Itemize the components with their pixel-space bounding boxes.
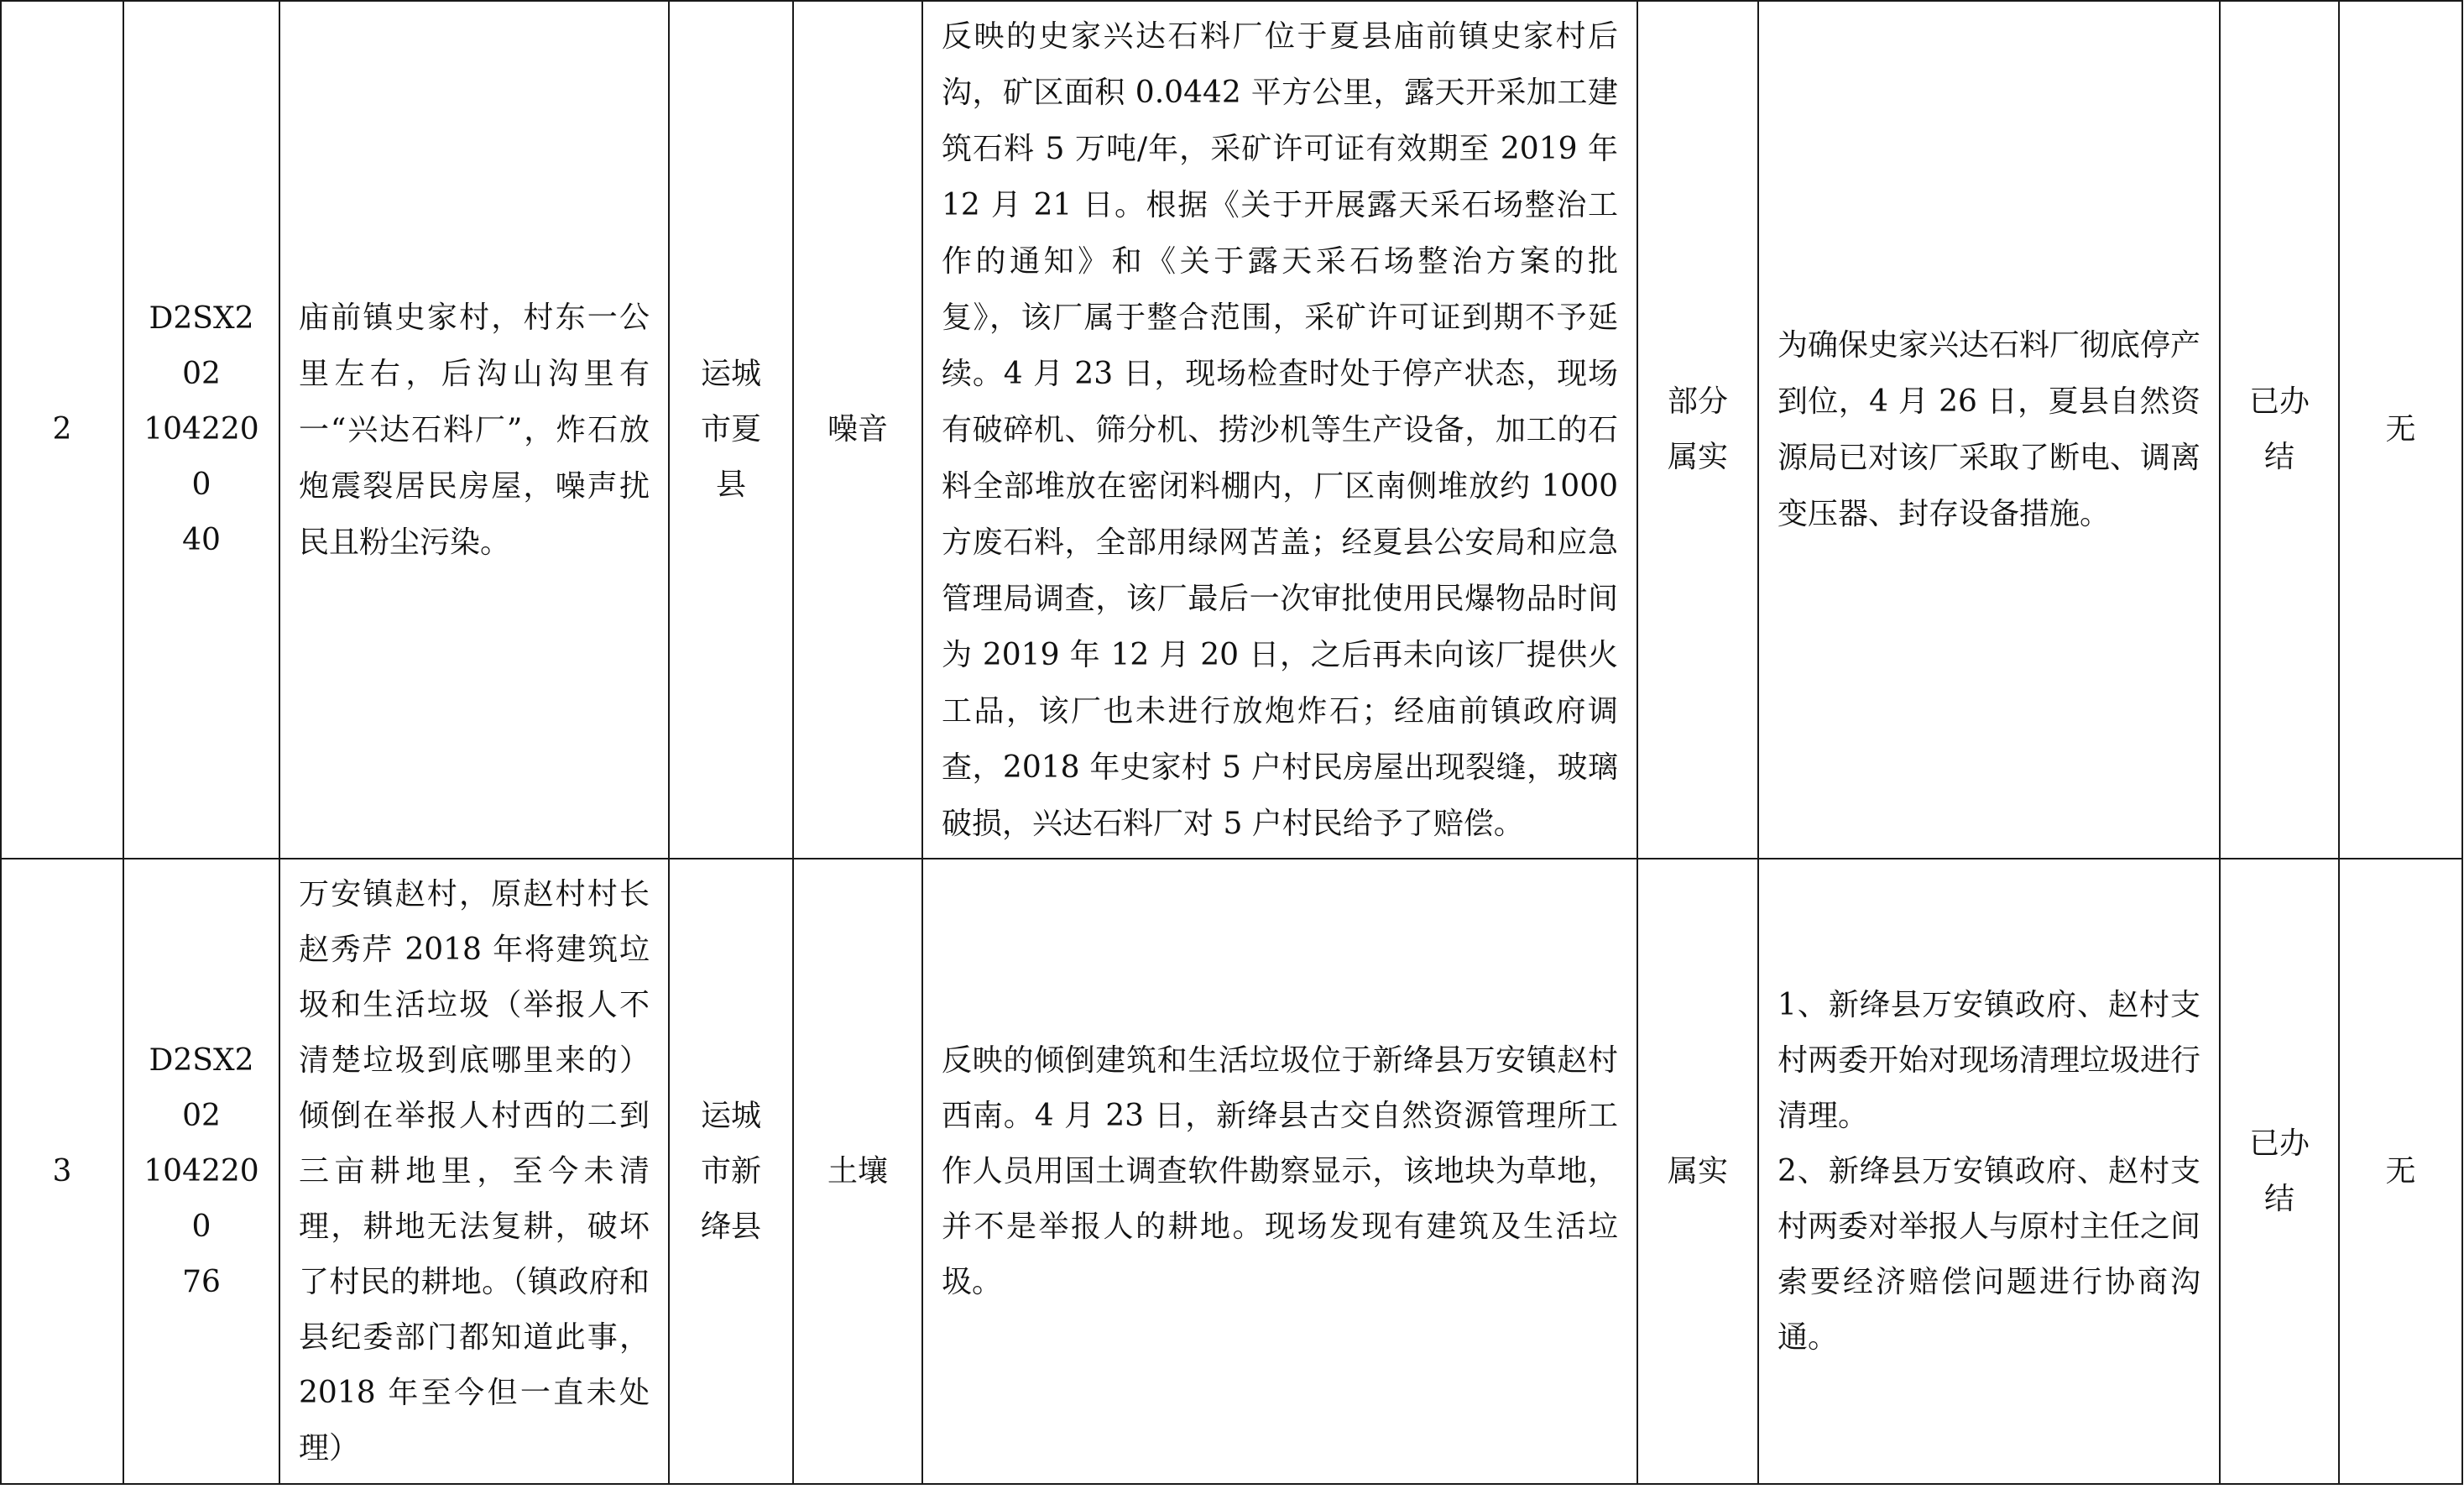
handling-line: 为确保史家兴达石料厂彻底停产到位，4 月 26 日，夏县自然资源局已对该厂采取了断电、调离变压器、封存设备措施。 (1778, 328, 2201, 531)
verdict-line: 属实 (1667, 1153, 1728, 1189)
table-row (1, 1, 2462, 859)
handling-status (2220, 859, 2339, 1484)
verdict-line: 部分 (1667, 384, 1728, 419)
investigation-result: 反映的史家兴达石料厂位于夏县庙前镇史家村后沟，矿区面积 0.0442 平方公里，露天开采加工建筑石料 5 万吨/年，采矿许可证有效期至 2019 年 12 月 21 日。根据《关于开展露天采石场整治工作的通知》和《关于露天采石场整治方案的批复》，该厂属于整合范围，采矿许可证到期不予延续。4 月 23 日，现场检查时处于停产状态，现场有破碎机、筛分机、捞沙机等生产设备，加工的石料全部堆放在密闭料棚内，厂区南侧堆放约 1000 方废石料，全部用绿网苫盖；经夏县公安局和应急管理局调查，该厂最后一次审批使用民爆物品时间为 2019 年 12 月 20 日，之后再未向该厂提供火工品，该厂也未进行放炮炸石；经庙前镇政府调查，2018 年史家村 5 户村民房屋出现裂缝，玻璃破损，兴达石料厂对 5 户村民给予了赔偿。 (922, 1, 1637, 859)
case-code-line: 40 (182, 523, 221, 557)
case-code-line: D2SX202 (149, 301, 254, 391)
complaint-content: 庙前镇史家村，村东一公里左右，后沟山沟里有一“兴达石料厂”，炸石放炮震裂居民房屋，噪声扰民且粉尘污染。 (279, 1, 669, 859)
case-code-line: D2SX202 (149, 1042, 254, 1133)
investigation-result: 反映的倾倒建筑和生活垃圾位于新绛县万安镇赵村西南。4 月 23 日，新绛县古交自然资源管理所工作人员用国土调查软件勘察显示，该地块为草地，并不是举报人的耕地。现场发现有建筑及生活垃圾。 (922, 859, 1637, 1484)
case-code (123, 859, 279, 1484)
accountability: 无 (2339, 859, 2462, 1484)
pollution-category: 噪音 (793, 1, 922, 859)
case-code (123, 1, 279, 859)
verdict-line: 属实 (1667, 440, 1728, 474)
region-line: 运城 (700, 357, 761, 391)
status-line: 已办 (2248, 384, 2310, 419)
case-code-line: 1042200 (144, 412, 259, 502)
handling-line: 2、新绛县万安镇政府、赵村支村两委对举报人与原村主任之间索要经济赔偿问题进行协商沟通。 (1778, 1153, 2201, 1355)
row-index: 3 (1, 859, 123, 1484)
handling-line: 1、新绛县万安镇政府、赵村支村两委开始对现场清理垃圾进行清理。 (1778, 987, 2201, 1133)
handling-measures (1758, 1, 2220, 859)
region-line: 县 (715, 468, 746, 502)
accountability: 无 (2339, 1, 2462, 859)
region-line: 市夏 (700, 412, 761, 447)
region-line: 运城 (700, 1098, 761, 1133)
region-line: 绛县 (700, 1209, 761, 1244)
region (669, 1, 793, 859)
case-code-line: 1042200 (144, 1153, 259, 1244)
status-line: 结 (2263, 440, 2294, 474)
pollution-category: 土壤 (793, 859, 922, 1484)
row-index: 2 (1, 1, 123, 859)
region-line: 市新 (700, 1153, 761, 1189)
table-row (1, 859, 2462, 1484)
handling-measures (1758, 859, 2220, 1484)
case-code-line: 76 (182, 1264, 221, 1299)
handling-status (2220, 1, 2339, 859)
verdict (1637, 859, 1758, 1484)
status-line: 已办 (2248, 1126, 2310, 1161)
status-line: 结 (2263, 1181, 2294, 1216)
verdict (1637, 1, 1758, 859)
region (669, 859, 793, 1484)
complaint-content: 万安镇赵村，原赵村村长赵秀芹 2018 年将建筑垃圾和生活垃圾（举报人不清楚垃圾到底哪里来的）倾倒在举报人村西的二到三亩耕地里，至今未清理，耕地无法复耕，破坏了村民的耕地。（镇政府和县纪委部门都知道此事，2018 年至今但一直未处理） (279, 859, 669, 1484)
